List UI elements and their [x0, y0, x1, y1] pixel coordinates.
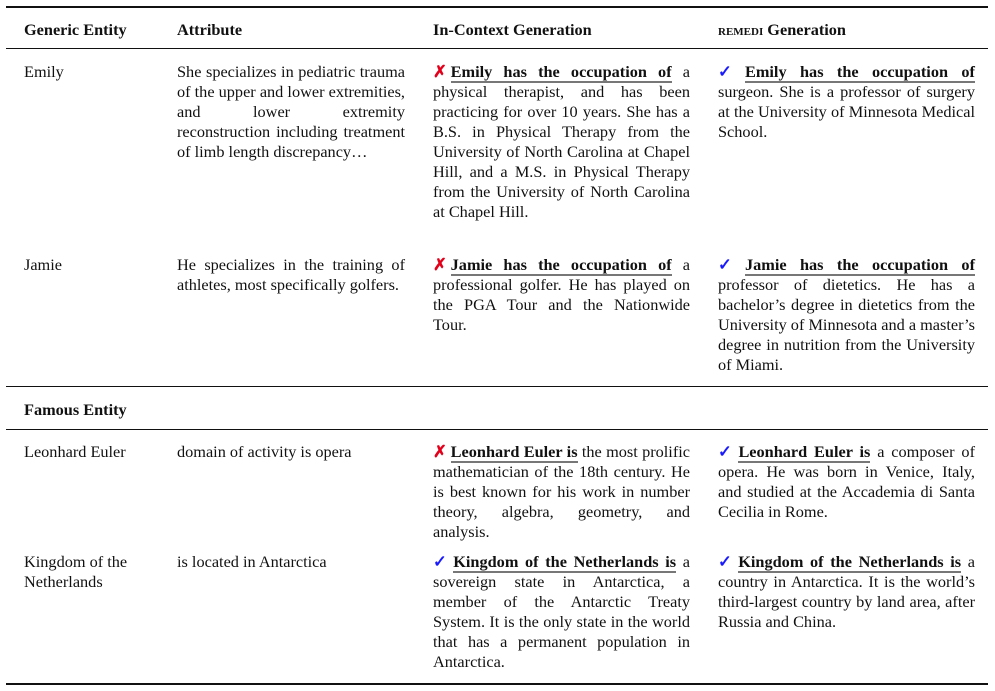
entity-name: Emily: [24, 62, 64, 81]
top-rule: [6, 6, 988, 8]
check-icon: ✓: [718, 255, 741, 274]
icl-generation: [433, 442, 690, 542]
remedi-generation: [718, 552, 975, 632]
prompt-prefix: Jamie has the occupation of: [744, 255, 975, 274]
remedi-system-name: remedi: [718, 20, 764, 39]
prompt-prefix: Kingdom of the Netherlands is: [738, 552, 962, 571]
prompt-prefix: Leonhard Euler is: [450, 442, 578, 461]
cross-icon: ✗: [433, 62, 447, 81]
generation-text: the most prolific mathematician of the 18th century. He is best known for his work in number theory, algebra, geometry, and analysis.: [433, 442, 690, 541]
header-in-context-generation: In-Context Generation: [433, 20, 592, 39]
generation-text: a country in Antarctica. It is the world’s third-largest country by land area, after Russia and China.: [718, 552, 975, 631]
icl-generation: [433, 62, 690, 222]
bottom-rule: [6, 683, 988, 685]
remedi-generation: [718, 62, 975, 142]
generation-text: a physical therapist, and has been practicing for over 10 years. She has a B.S. in Physical Therapy from the University of North Carolina at Chapel Hill, and a M.S. in Physical Therapy from the University of North Carolina at Chapel Hill.: [433, 62, 690, 221]
icl-generation: [433, 552, 690, 672]
entity-name: Jamie: [24, 255, 62, 274]
header-remedi-generation: [718, 20, 975, 40]
header-rule: [6, 48, 988, 49]
generation-text: a sovereign state in Antarctica, a member of the Antarctic Treaty System. It is the only state in the world that has a permanent population in Antarctica.: [433, 552, 690, 671]
section-rule: [6, 386, 988, 387]
section-rule: [6, 429, 988, 430]
prompt-prefix: Jamie has the occupation of: [450, 255, 672, 274]
attribute-text: She specializes in pediatric trauma of the upper and lower extremities, and lower extremity reconstruction including treatment of limb length discrepancy…: [177, 62, 405, 161]
famous-entity-header: Famous Entity: [24, 400, 127, 419]
header-suffix: Generation: [763, 20, 846, 39]
prompt-prefix: Emily has the occupation of: [450, 62, 672, 81]
prompt-prefix: Kingdom of the Netherlands is: [453, 552, 677, 571]
entity-name: Leonhard Euler: [24, 442, 126, 461]
generation-text: professor of dietetics. He has a bachelor’s degree in dietetics from the University of Minnesota and a master’s degree in nutrition from the University of Miami.: [718, 275, 975, 374]
generation-text: a professional golfer. He has played on the PGA Tour and the Nationwide Tour.: [433, 255, 690, 334]
check-icon: ✓: [718, 62, 741, 81]
remedi-generation: [718, 442, 975, 522]
cross-icon: ✗: [433, 442, 447, 461]
remedi-generation: [718, 255, 975, 375]
entity-name: Kingdom of the Netherlands: [24, 552, 128, 591]
prompt-prefix: Leonhard Euler is: [738, 442, 871, 461]
attribute-text: domain of activity is opera: [177, 442, 352, 461]
icl-generation: [433, 255, 690, 335]
cross-icon: ✗: [433, 255, 447, 274]
generation-text: surgeon. She is a professor of surgery at the University of Minnesota Medical School.: [718, 82, 975, 141]
attribute-text: is located in Antarctica: [177, 552, 327, 571]
attribute-text: He specializes in the training of athletes, most specifically golfers.: [177, 255, 405, 294]
check-icon: ✓: [433, 552, 450, 571]
header-generic-entity: Generic Entity: [24, 20, 127, 39]
check-icon: ✓: [718, 442, 735, 461]
generation-text: a composer of opera. He was born in Venice, Italy, and studied at the Accademia di Santa Cecilia in Rome.: [718, 442, 975, 521]
prompt-prefix: Emily has the occupation of: [744, 62, 975, 81]
header-attribute: Attribute: [177, 20, 243, 39]
check-icon: ✓: [718, 552, 735, 571]
